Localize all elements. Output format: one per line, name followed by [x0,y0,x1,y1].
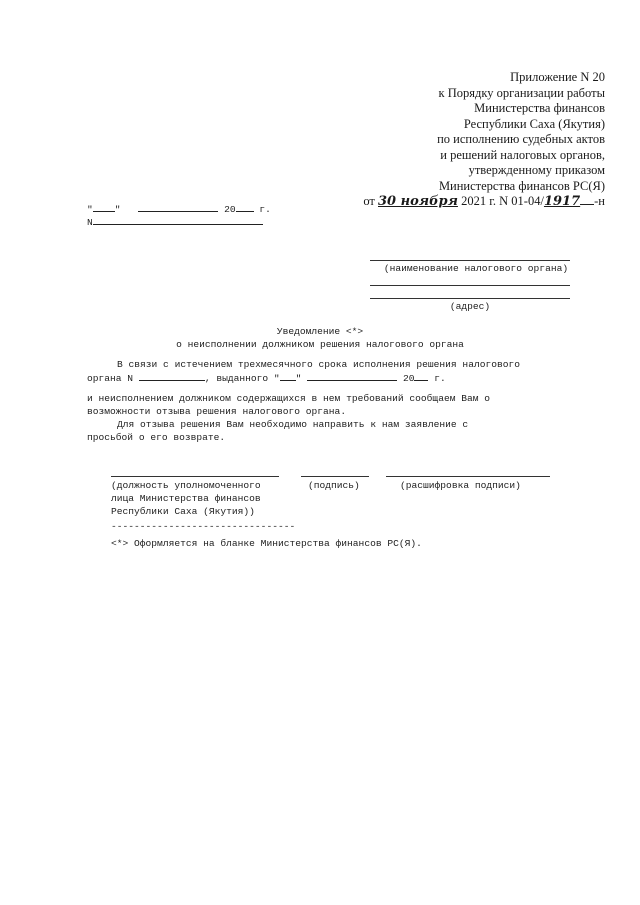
issued-year-prefix: 20 [402,373,415,384]
signature-line [301,476,369,477]
tax-authority-name-label: (наименование налогового органа) [383,263,569,274]
outgoing-date-line [87,203,271,215]
address-line-2 [370,298,570,299]
order-suffix: -н [594,194,605,208]
body-paragraph-1-line-2 [87,372,446,384]
decision-number-blank [139,372,205,381]
decision-number-prefix: органа N [87,373,134,384]
date-prefix: от [363,194,375,208]
issued-month-blank [307,372,397,381]
body-paragraph-3-line-1: Для отзыва решения Вам необходимо направить к нам заявление с [117,419,469,430]
body-paragraph-1-line-1: В связи с истечением трехмесячного срока исполнения решения налогового [117,359,521,370]
signature-decoding-label: (расшифровка подписи) [400,480,521,491]
notice-title: Уведомление <*> [276,326,364,337]
position-label-line-3: Республики Саха (Якутия)) [111,506,255,517]
document-header [363,70,605,210]
order-date-line [363,194,605,210]
header-line: Республики Саха (Якутия) [463,116,605,131]
order-year-number: 2021 г. N 01-04/ [461,194,544,208]
month-blank [138,203,218,212]
year-blank [236,203,254,212]
header-line: и решений налоговых органов, [440,147,605,162]
issued-year-suffix: г. [434,373,446,384]
year-prefix: 20 [224,204,236,215]
issued-close-quote: " [295,373,302,384]
appendix-number: Приложение N 20 [510,70,605,84]
position-line [111,476,279,477]
handwritten-order-number: 1917 [543,194,581,209]
signature-label: (подпись) [308,480,360,491]
footnote-separator: -------------------------------- [111,521,296,532]
header-line: Министерства финансов РС(Я) [438,178,605,193]
issued-day-blank [280,372,296,381]
order-number-blank [580,194,594,205]
issued-date-prefix: , выданного " [204,373,280,384]
body-paragraph-3-line-2: просьбой о его возврате. [87,432,226,443]
footnote-text: <*> Оформляется на бланке Министерства финансов РС(Я). [111,538,422,549]
outgoing-number-line [87,216,263,228]
close-quote: " [114,204,121,215]
day-blank [93,203,115,212]
address-label: (адрес) [449,301,491,312]
body-paragraph-2-line-2: возможности отзыва решения налогового органа. [87,406,347,417]
number-blank [93,216,263,225]
year-suffix: г. [259,204,271,215]
body-paragraph-2-line-1: и неисполнением должником содержащихся в нем требований сообщаем Вам о [87,393,491,404]
header-line: Министерства финансов [474,101,605,115]
signature-decoding-line [386,476,550,477]
open-quote: " [87,204,93,215]
address-line-1 [370,285,570,286]
number-prefix: N [87,217,93,228]
position-label-line-1: (должность уполномоченного [111,480,261,491]
issued-year-blank [414,372,428,381]
position-label-line-2: лица Министерства финансов [111,493,261,504]
notice-subtitle: о неисполнении должником решения налогового органа [176,339,464,350]
header-line: по исполнению судебных актов [437,132,605,146]
header-line: утвержденному приказом [468,163,605,177]
handwritten-date: 30 ноября [378,194,458,209]
tax-authority-name-line [370,260,570,261]
header-line: к Порядку организации работы [438,85,605,100]
